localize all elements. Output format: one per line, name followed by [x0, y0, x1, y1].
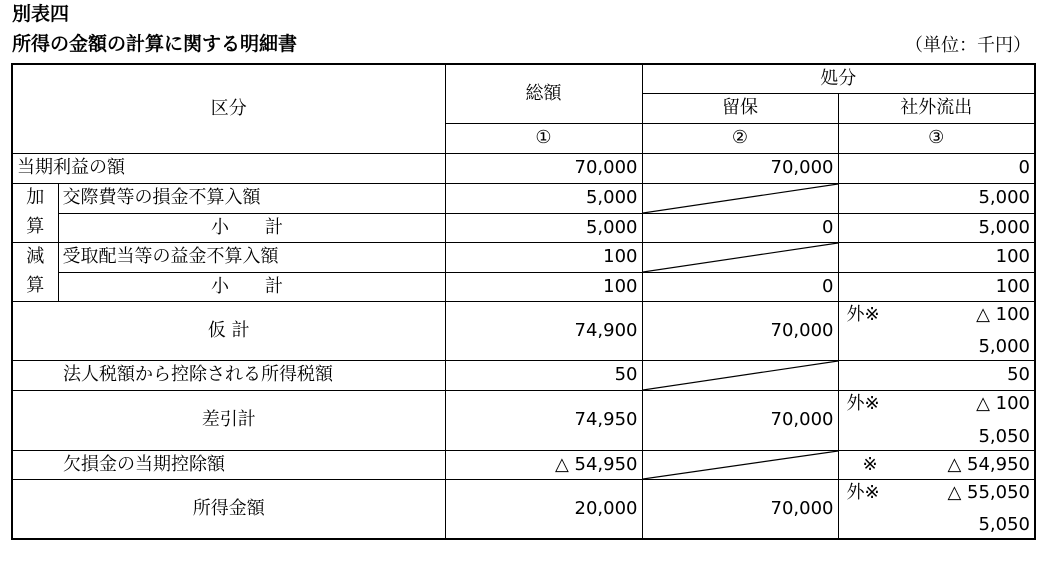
row-label: 交際費等の損金不算入額 — [58, 183, 445, 213]
outflow-column-number: ③ — [838, 123, 1035, 153]
retained-value: 70,000 — [642, 479, 838, 539]
row-label: 仮 計 — [12, 301, 445, 360]
category-header: 区分 — [12, 64, 445, 153]
outflow-value: △ 54,950 — [947, 453, 1030, 475]
deduct-group-label-1: 減 — [12, 242, 58, 272]
add-group-label-1: 加 — [12, 183, 58, 213]
outflow-cell — [838, 301, 1035, 360]
outflow-value-line-1: △ 100 — [976, 303, 1030, 325]
diagonal-slash — [642, 450, 838, 479]
row-label: 所得金額 — [12, 479, 445, 539]
outflow-value: 50 — [838, 360, 1035, 390]
outflow-value-line-1: △ 100 — [976, 392, 1030, 414]
row-label: 受取配当等の益金不算入額 — [58, 242, 445, 272]
retained-value: 0 — [642, 213, 838, 242]
table-row-tax-credit — [12, 360, 1035, 390]
total-value: 5,000 — [445, 213, 642, 242]
table-row-entertainment — [12, 183, 1035, 213]
retained-value: 70,000 — [642, 153, 838, 183]
row-label: 小 計 — [58, 272, 445, 301]
form-number: 別表四 — [12, 3, 70, 25]
total-value: 5,000 — [445, 183, 642, 213]
outflow-cell — [838, 450, 1035, 479]
outflow-value: 100 — [838, 242, 1035, 272]
row-label: 小 計 — [58, 213, 445, 242]
outflow-value: 5,000 — [838, 183, 1035, 213]
diagonal-slash — [642, 242, 838, 272]
deduct-group-label-2: 算 — [12, 272, 58, 301]
disposition-header: 処分 — [642, 64, 1035, 93]
outflow-value-line-2: 5,000 — [978, 335, 1030, 357]
total-value: 70,000 — [445, 153, 642, 183]
table-row-deduct-subtotal — [12, 272, 1035, 301]
retained-value: 0 — [642, 272, 838, 301]
outflow-mark: ※ — [862, 453, 878, 475]
outflow-value: 100 — [838, 272, 1035, 301]
retained-value: 70,000 — [642, 390, 838, 450]
table-row-income — [12, 479, 1035, 539]
outflow-header: 社外流出 — [838, 93, 1035, 123]
total-value: 74,950 — [445, 390, 642, 450]
retained-header: 留保 — [642, 93, 838, 123]
row-label: 欠損金の当期控除額 — [12, 450, 445, 479]
add-group-label-2: 算 — [12, 213, 58, 242]
outflow-value: 5,000 — [838, 213, 1035, 242]
diagonal-slash — [642, 360, 838, 390]
total-column-number: ① — [445, 123, 642, 153]
diagonal-slash — [642, 183, 838, 213]
row-label: 当期利益の額 — [12, 153, 445, 183]
unit-label: （単位：千円） — [905, 35, 1031, 56]
total-value: △ 54,950 — [445, 450, 642, 479]
outflow-value-line-2: 5,050 — [978, 514, 1030, 535]
table-row-loss-deduction — [12, 450, 1035, 479]
outflow-value-line-2: 5,050 — [978, 425, 1030, 447]
table-row-net-income — [12, 153, 1035, 183]
table-row-add-subtotal — [12, 213, 1035, 242]
document-title: 所得の金額の計算に関する明細書 — [12, 33, 298, 55]
outflow-value-line-1: △ 55,050 — [947, 481, 1030, 503]
outflow-mark: 外※ — [846, 481, 880, 503]
table-row-dividend — [12, 242, 1035, 272]
total-value: 100 — [445, 242, 642, 272]
outflow-mark: 外※ — [846, 303, 880, 325]
retained-value: 70,000 — [642, 301, 838, 360]
row-label: 法人税額から控除される所得税額 — [12, 360, 445, 390]
outflow-mark: 外※ — [846, 392, 880, 414]
total-header: 総額 — [445, 64, 642, 123]
total-value: 100 — [445, 272, 642, 301]
outflow-cell — [838, 479, 1035, 539]
outflow-value: 0 — [838, 153, 1035, 183]
total-value: 20,000 — [445, 479, 642, 539]
row-label: 差引計 — [12, 390, 445, 450]
total-value: 74,900 — [445, 301, 642, 360]
table-row-provisional — [12, 301, 1035, 360]
outflow-cell — [838, 390, 1035, 450]
retained-column-number: ② — [642, 123, 838, 153]
total-value: 50 — [445, 360, 642, 390]
table-row-difference — [12, 390, 1035, 450]
income-calculation-table — [11, 63, 1036, 540]
